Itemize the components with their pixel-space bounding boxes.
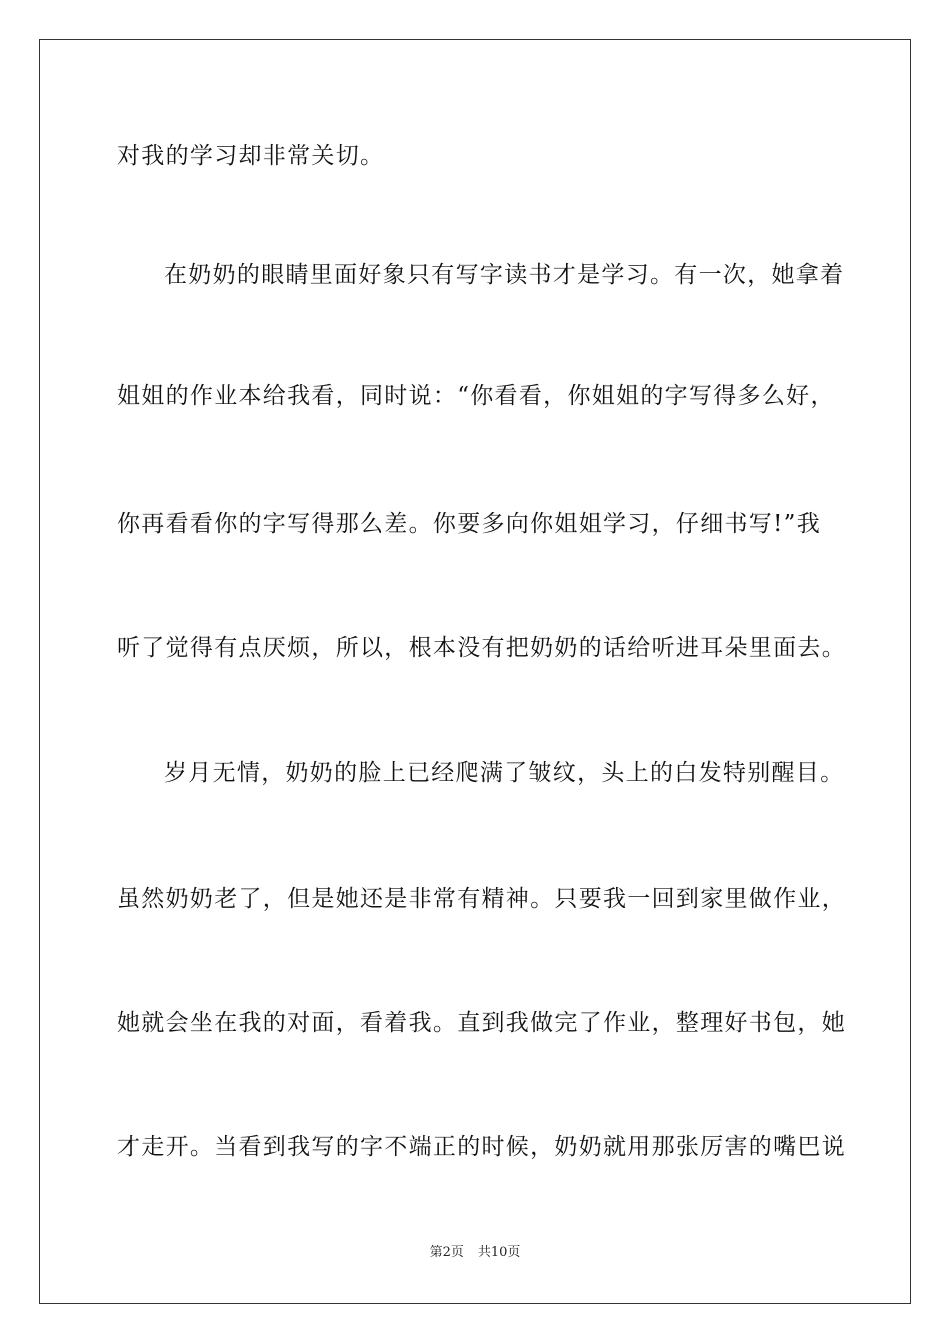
page-frame xyxy=(39,39,911,1304)
text-line: 虽然奶奶老了，但是她还是非常有精神。只要我一回到家里做作业， xyxy=(117,886,846,912)
total-pages: 共10页 xyxy=(477,1245,521,1260)
page-footer xyxy=(0,1245,950,1261)
text-line: 她就会坐在我的对面，看着我。直到我做完了作业，整理好书包，她 xyxy=(117,1010,846,1036)
text-line: 你再看看你的字写得那么差。你要多向你姐姐学习，仔细书写!”我 xyxy=(117,511,822,537)
text-line: 姐姐的作业本给我看，同时说：“你看看，你姐姐的字写得多么好， xyxy=(117,383,835,409)
text-line: 听了觉得有点厌烦，所以，根本没有把奶奶的话给听进耳朵里面去。 xyxy=(117,635,846,661)
text-line: 岁月无情，奶奶的脸上已经爬满了皱纹，头上的白发特别醒目。 xyxy=(164,760,845,786)
text-line: 在奶奶的眼睛里面好象只有写字读书才是学习。有一次，她拿着 xyxy=(164,262,845,288)
page-number: 第2页 xyxy=(429,1245,464,1260)
text-line: 才走开。当看到我写的字不端正的时候，奶奶就用那张厉害的嘴巴说 xyxy=(117,1134,846,1160)
text-line: 对我的学习却非常关切。 xyxy=(117,143,385,169)
